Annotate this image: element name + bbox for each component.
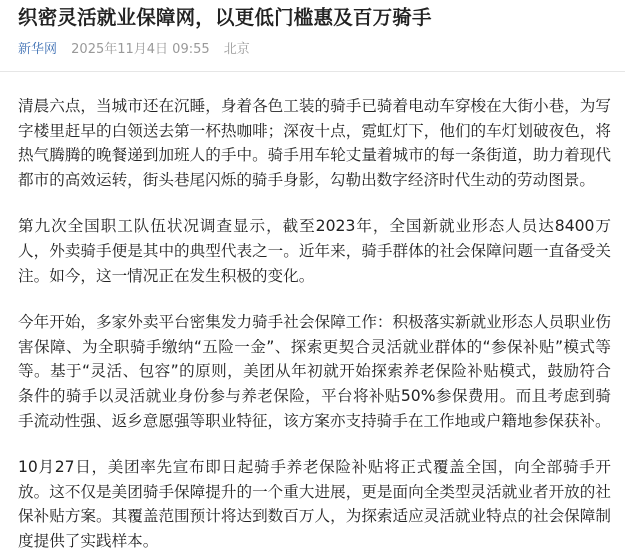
article-meta	[18, 41, 611, 59]
article-location: 北京	[223, 42, 250, 57]
article-paragraph-4: 10月27日，美团率先宣布即日起骑手养老保险补贴将正式覆盖全国，向全部骑手开放。这不仅是美团骑手保障提升的一个重大进展，更是面向全类型灵活就业者开放的社保补贴方案。其覆盖范围预计将达到数百万人，为探索适应灵活就业特点的社会保障制度提供了实践样本。	[18, 458, 611, 550]
article-paragraph-3: 今年开始，多家外卖平台密集发力骑手社会保障工作：积极落实新就业形态人员职业伤害保障、为全职骑手缴纳“五险一金”、探索更契合灵活就业群体的“参保补贴”模式等等。基于“灵活、包容”的原则，美团从年初就开始探索养老保险补贴模式，鼓励符合条件的骑手以灵活就业身份参与养老保险，平台将补贴50%参保费用。而且考虑到骑手流动性强、返乡意愿强等职业特征，该方案亦支持骑手在工作地或户籍地参保获补。	[18, 313, 611, 430]
article-body	[18, 94, 611, 554]
article-source-link[interactable]: 新华网	[18, 42, 58, 57]
header-divider	[0, 71, 625, 72]
article-title: 织密灵活就业保障网，以更低门槛惠及百万骑手	[18, 6, 432, 29]
article-paragraph-1: 清晨六点，当城市还在沉睡，身着各色工装的骑手已骑着电动车穿梭在大街小巷，为写字楼里赶早的白领送去第一杯热咖啡；深夜十点，霓虹灯下，他们的车灯划破夜色，将热气腾腾的晚餐递到加班人的手中。骑手用车轮丈量着城市的每一条街道，助力着现代都市的高效运转，街头巷尾闪烁的骑手身影，勾勒出数字经济时代生动的劳动图景。	[18, 97, 611, 189]
article-paragraph-2: 第九次全国职工队伍状况调查显示，截至2023年，全国新就业形态人员达8400万人，外卖骑手便是其中的典型代表之一。近年来，骑手群体的社会保障问题一直备受关注。如今，这一情况正在发生积极的变化。	[18, 217, 611, 285]
article-datetime: 2025年11月4日 09:55	[71, 42, 210, 57]
